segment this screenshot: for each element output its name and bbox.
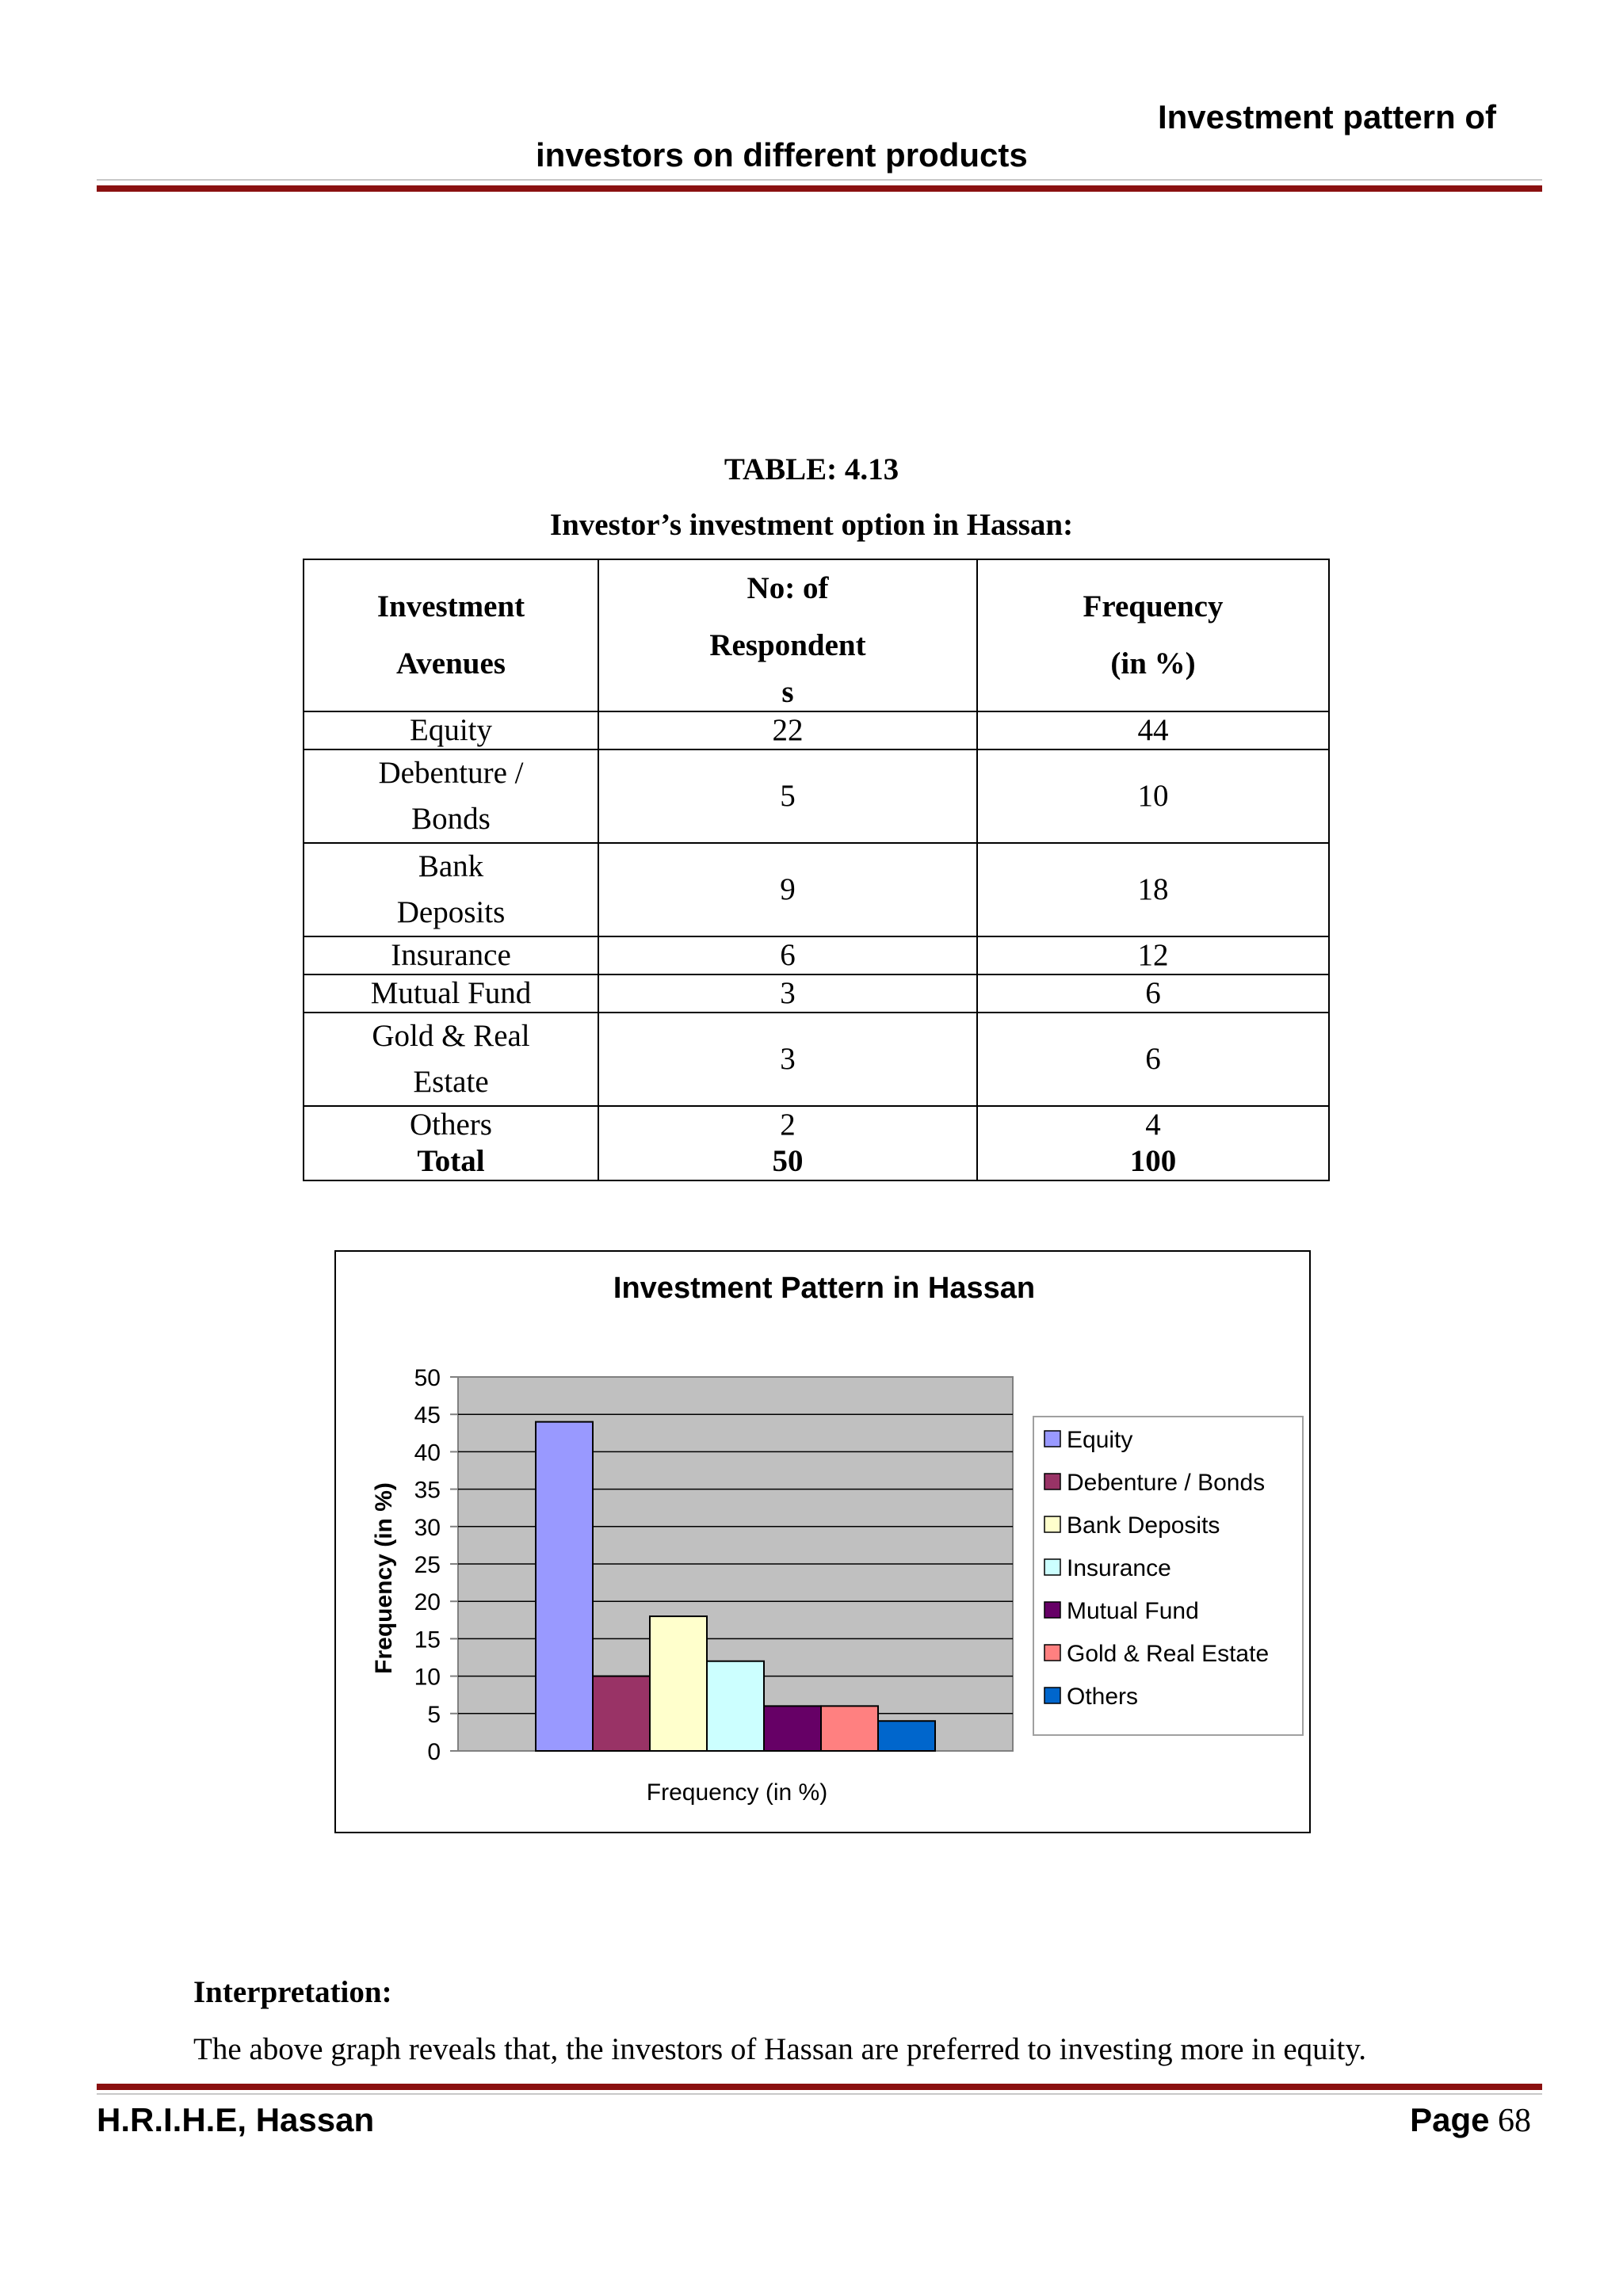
table-row <box>304 974 1329 1013</box>
cell-respondents: 5 <box>598 749 977 843</box>
legend-label: Insurance <box>1067 1555 1171 1581</box>
y-tick-label: 10 <box>414 1664 441 1691</box>
cell-avenue <box>304 974 598 1013</box>
header-rule-thick <box>97 185 1542 192</box>
legend-label: Debenture / Bonds <box>1067 1470 1266 1496</box>
cell-frequency: 4 <box>977 1106 1329 1143</box>
legend-swatch <box>1044 1688 1060 1703</box>
y-axis-label: Frequency (in %) <box>371 1482 397 1674</box>
cell-respondents: 3 <box>598 1013 977 1106</box>
cell-avenue <box>304 711 598 749</box>
cell-text: Bank <box>418 849 484 883</box>
bar-debenture-bonds <box>593 1676 650 1751</box>
cell-text: Debenture / <box>378 756 524 790</box>
header-investment-avenues <box>304 559 598 711</box>
legend-label: Equity <box>1067 1427 1133 1453</box>
chart-title: Investment Pattern in Hassan <box>613 1272 1036 1305</box>
cell-frequency: 44 <box>977 711 1329 749</box>
cell-text: Deposits <box>396 895 506 929</box>
cell-total-frequency: 100 <box>977 1143 1329 1180</box>
legend-swatch <box>1044 1474 1060 1489</box>
table-row <box>304 1106 1329 1143</box>
cell-text: Others <box>410 1108 492 1142</box>
legend-swatch <box>1044 1516 1060 1532</box>
table-row <box>304 749 1329 843</box>
table-number: TABLE: 4.13 <box>724 452 899 486</box>
footer-rule-thick <box>97 2084 1542 2090</box>
y-tick-label: 50 <box>414 1365 441 1391</box>
y-tick-label: 30 <box>414 1514 441 1541</box>
cell-respondents: 6 <box>598 936 977 974</box>
chart-frame <box>334 1250 1311 1833</box>
bar-others <box>878 1721 935 1751</box>
cell-avenue <box>304 749 598 843</box>
legend-label: Others <box>1067 1684 1139 1710</box>
legend-label: Bank Deposits <box>1067 1512 1220 1539</box>
y-tick-label: 45 <box>414 1402 441 1429</box>
footer-rule-thin <box>97 2093 1542 2095</box>
page-number: 68 <box>1498 2103 1531 2139</box>
cell-frequency: 12 <box>977 936 1329 974</box>
cell-avenue <box>304 843 598 936</box>
y-tick-label: 40 <box>414 1440 441 1466</box>
cell-respondents: 9 <box>598 843 977 936</box>
table-total-row <box>304 1143 1329 1180</box>
y-tick-label: 20 <box>414 1589 441 1616</box>
legend-swatch <box>1044 1559 1060 1575</box>
header-text: Avenues <box>396 646 506 681</box>
header-rule-thin <box>97 179 1542 181</box>
bar-equity <box>536 1422 593 1751</box>
cell-respondents: 2 <box>598 1106 977 1143</box>
page-label: Page <box>1410 2101 1490 2138</box>
table-caption: Investor’s investment option in Hassan: <box>549 508 1074 542</box>
header-text: (in %) <box>1110 646 1196 681</box>
running-header-line1: Investment pattern of <box>1157 98 1496 135</box>
cell-text: Bonds <box>411 802 491 836</box>
table-row <box>304 843 1329 936</box>
footer-institution: H.R.I.H.E, Hassan <box>97 2101 375 2138</box>
bar-bank-deposits <box>650 1616 707 1751</box>
interpretation-heading: Interpretation: <box>193 1975 392 2009</box>
cell-text: Estate <box>413 1065 489 1099</box>
header-respondents <box>598 559 977 711</box>
cell-frequency: 10 <box>977 749 1329 843</box>
table-row <box>304 711 1329 749</box>
x-axis-label: Frequency (in %) <box>646 1779 828 1806</box>
header-text: Investment <box>376 589 525 624</box>
header-text: s <box>781 675 794 709</box>
cell-text: Gold & Real <box>372 1019 530 1053</box>
y-tick-label: 25 <box>414 1552 441 1578</box>
cell-text: Mutual Fund <box>370 976 532 1010</box>
cell-text: Equity <box>410 713 492 747</box>
bar-mutual-fund <box>764 1706 821 1751</box>
bar-insurance <box>707 1661 764 1751</box>
bar-gold-real-estate <box>821 1706 878 1751</box>
cell-avenue <box>304 1106 598 1143</box>
cell-text: Insurance <box>391 938 511 972</box>
y-tick-label: 0 <box>427 1739 441 1765</box>
cell-frequency: 18 <box>977 843 1329 936</box>
header-frequency <box>977 559 1329 711</box>
table-header-row <box>304 559 1329 711</box>
y-tick-label: 35 <box>414 1477 441 1504</box>
investment-table <box>303 559 1330 1181</box>
bar-chart <box>336 1252 1312 1835</box>
header-text: No: of <box>747 571 829 605</box>
legend-label: Mutual Fund <box>1067 1598 1199 1624</box>
cell-respondents: 3 <box>598 974 977 1013</box>
legend-swatch <box>1044 1602 1060 1618</box>
interpretation-text: The above graph reveals that, the investors of Hassan are preferred to investing more in equity. <box>193 2032 1367 2066</box>
cell-avenue <box>304 936 598 974</box>
cell-total-respondents: 50 <box>598 1143 977 1180</box>
header-text: Frequency <box>1083 589 1224 624</box>
legend-swatch <box>1044 1431 1060 1447</box>
cell-total-label: Total <box>304 1143 598 1180</box>
legend-swatch <box>1044 1645 1060 1661</box>
cell-avenue <box>304 1013 598 1106</box>
table-row <box>304 936 1329 974</box>
cell-respondents: 22 <box>598 711 977 749</box>
header-text: Respondent <box>709 628 866 662</box>
cell-frequency: 6 <box>977 974 1329 1013</box>
cell-frequency: 6 <box>977 1013 1329 1106</box>
y-tick-label: 15 <box>414 1627 441 1653</box>
footer-page <box>1410 2101 1531 2140</box>
y-tick-label: 5 <box>427 1701 441 1728</box>
table-row <box>304 1013 1329 1106</box>
legend-label: Gold & Real Estate <box>1067 1641 1270 1667</box>
running-header-line2: investors on different products <box>536 136 1028 174</box>
